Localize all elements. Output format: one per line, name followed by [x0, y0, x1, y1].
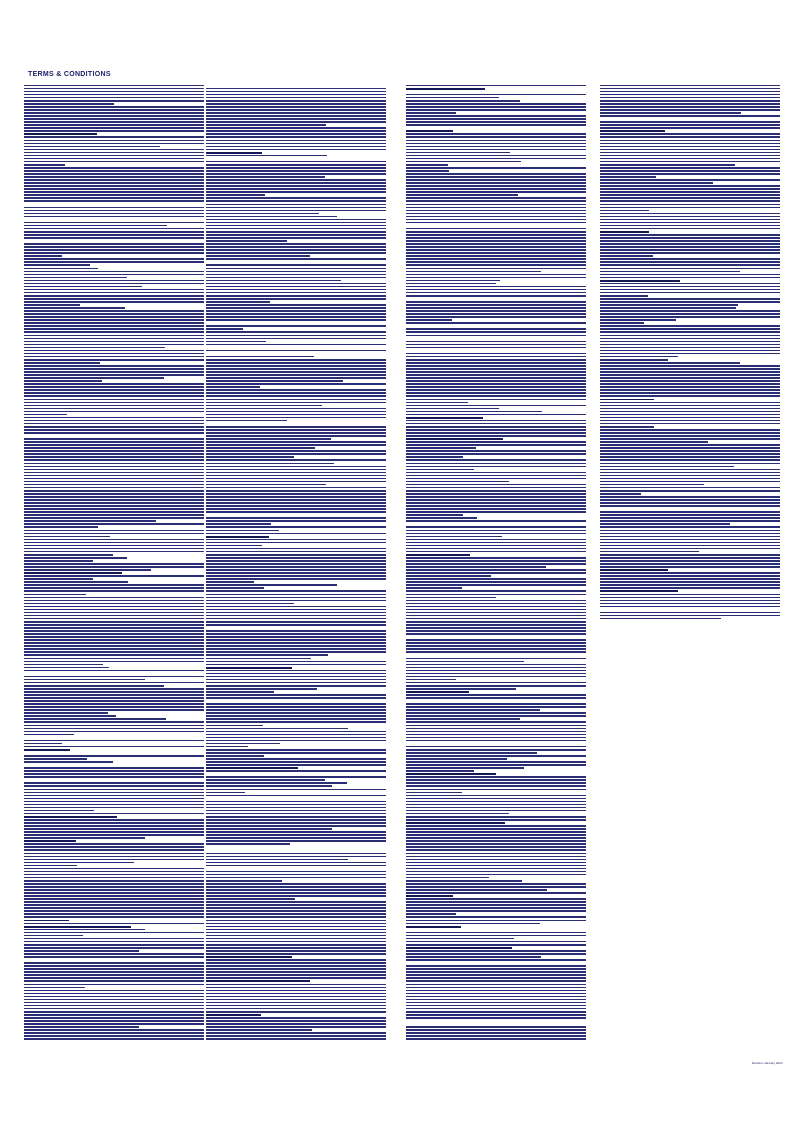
clause-text-line	[206, 343, 386, 346]
clause-text-line	[406, 1038, 586, 1041]
clause-text-line	[406, 124, 586, 127]
terms-column-4	[600, 84, 780, 624]
clause-text-line	[206, 349, 386, 352]
clause-text-line	[24, 200, 204, 203]
clause-text-line	[406, 739, 586, 742]
clause-text-line	[600, 114, 780, 117]
clause-text-line	[206, 794, 386, 797]
document-title: TERMS & CONDITIONS	[28, 71, 111, 78]
clause-text-line	[600, 605, 780, 608]
clause-text-line	[406, 221, 586, 224]
clause-text-line	[24, 236, 204, 239]
clause-text-line	[406, 294, 586, 297]
clause-text-line	[406, 334, 586, 337]
terms-column-3	[406, 84, 586, 1044]
terms-column-2	[206, 84, 386, 1044]
clause-text-line	[406, 520, 586, 523]
clause-text-line	[24, 1038, 204, 1041]
clause-text-line	[600, 504, 780, 507]
clause-text-line	[24, 776, 204, 779]
clause-text-line	[406, 651, 586, 654]
clause-text-line	[24, 669, 204, 672]
clause-text-line	[206, 696, 386, 699]
clause-text-line	[24, 955, 204, 958]
clause-text-line	[24, 431, 204, 434]
clause-text-line	[406, 696, 586, 699]
clause-text-line	[406, 1016, 586, 1019]
clause-text-line	[406, 346, 586, 349]
clause-text-line	[406, 958, 586, 961]
clause-text-line	[206, 319, 386, 322]
revision-note: Revision January 2024	[752, 1061, 783, 1065]
clause-text-line	[206, 623, 386, 626]
clause-text-line	[206, 258, 386, 261]
terms-column-1	[24, 84, 204, 1044]
clause-text-line	[206, 1038, 386, 1041]
clause-text-line	[24, 215, 204, 218]
clause-text-line	[600, 617, 780, 620]
clause-text-line	[206, 770, 386, 773]
clause-text-line	[406, 322, 586, 325]
clause-text-line	[206, 511, 386, 514]
clause-text-line	[206, 864, 386, 867]
